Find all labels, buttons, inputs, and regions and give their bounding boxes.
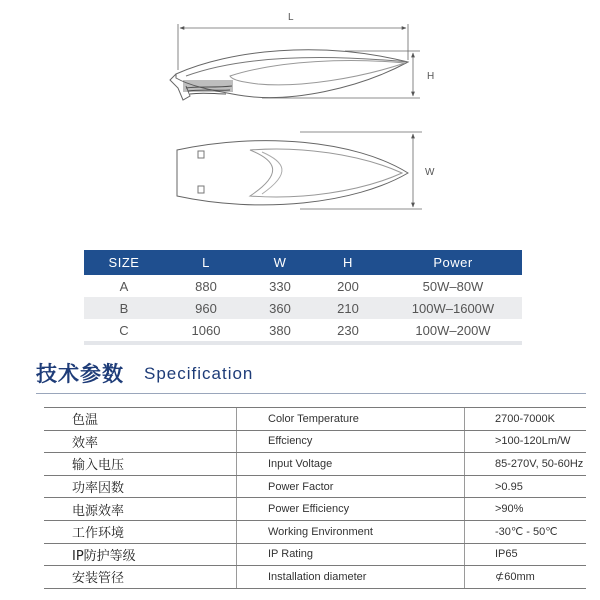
size-table	[84, 250, 522, 345]
cell-power: 50W–80W	[422, 278, 484, 294]
spec-value: ⊄60mm	[465, 566, 587, 589]
dim-label-W: W	[425, 167, 435, 178]
spec-cn-label: 工作环境	[44, 520, 237, 543]
spec-value: >0.95	[465, 475, 587, 498]
table-row	[44, 453, 586, 476]
size-table-header	[84, 250, 522, 275]
spec-cn-label: 色温	[44, 408, 237, 431]
spec-value: IP65	[465, 543, 587, 566]
cell-h: 200	[337, 278, 359, 294]
header-power: Power	[384, 250, 522, 275]
table-row	[44, 520, 586, 543]
cell-power: 100W–1600W	[384, 297, 522, 319]
spec-value: 2700-7000K	[465, 408, 587, 431]
spec-en-label: Input Voltage	[237, 453, 465, 476]
table-row	[84, 275, 522, 297]
top-view-lamp	[177, 141, 408, 205]
spec-en-label: Color Temperature	[237, 408, 465, 431]
cell-size: B	[84, 297, 164, 319]
cell-l: 1060	[164, 319, 248, 343]
cell-size: A	[119, 278, 129, 294]
spec-en-label: Working Environment	[237, 520, 465, 543]
header-h: H	[312, 250, 384, 275]
table-row	[44, 566, 586, 589]
cell-w: 360	[248, 297, 312, 319]
table-row	[44, 430, 586, 453]
table-row	[44, 475, 586, 498]
spec-cn-label: 效率	[44, 430, 237, 453]
spec-heading	[36, 358, 586, 394]
cell-l: 960	[164, 297, 248, 319]
header-l: L	[164, 250, 248, 275]
cell-h: 210	[312, 297, 384, 319]
cell-power: 100W–200W	[384, 319, 522, 343]
spec-en-label: Power Efficiency	[237, 498, 465, 521]
spec-cn-label: 电源效率	[44, 498, 237, 521]
cell-w: 330	[269, 278, 291, 294]
divider	[36, 393, 586, 394]
spec-en-label: Power Factor	[237, 475, 465, 498]
technical-drawings	[0, 0, 600, 230]
spec-value: 85-270V, 50-60Hz	[465, 453, 587, 476]
cell-size: C	[84, 319, 164, 343]
spec-value: >100-120Lm/W	[465, 430, 587, 453]
spec-title-en: Specification	[144, 364, 254, 383]
spec-value: >90%	[465, 498, 587, 521]
cell-l: 880	[195, 278, 217, 294]
table-row	[84, 319, 522, 343]
table-row	[84, 297, 522, 319]
spec-cn-label: 安装管径	[44, 566, 237, 589]
table-row	[44, 498, 586, 521]
cell-w: 380	[248, 319, 312, 343]
spec-en-label: IP Rating	[237, 543, 465, 566]
table-row	[44, 543, 586, 566]
dim-label-H: H	[427, 71, 435, 82]
spec-en-label: Installation diameter	[237, 566, 465, 589]
side-view-lamp	[170, 50, 408, 100]
header-size: SIZE	[84, 250, 164, 275]
table-row	[44, 408, 586, 431]
header-w: W	[248, 250, 312, 275]
spec-table	[44, 407, 586, 589]
dim-label-L: L	[288, 12, 294, 23]
spec-value: -30℃ - 50℃	[465, 520, 587, 543]
spec-cn-label: 功率因数	[44, 475, 237, 498]
spec-title-cn: 技术参数	[36, 362, 124, 386]
spec-cn-label: IP防护等级	[44, 543, 237, 566]
cell-h: 230	[312, 319, 384, 343]
spec-en-label: Effciency	[237, 430, 465, 453]
spec-cn-label: 输入电压	[44, 453, 237, 476]
